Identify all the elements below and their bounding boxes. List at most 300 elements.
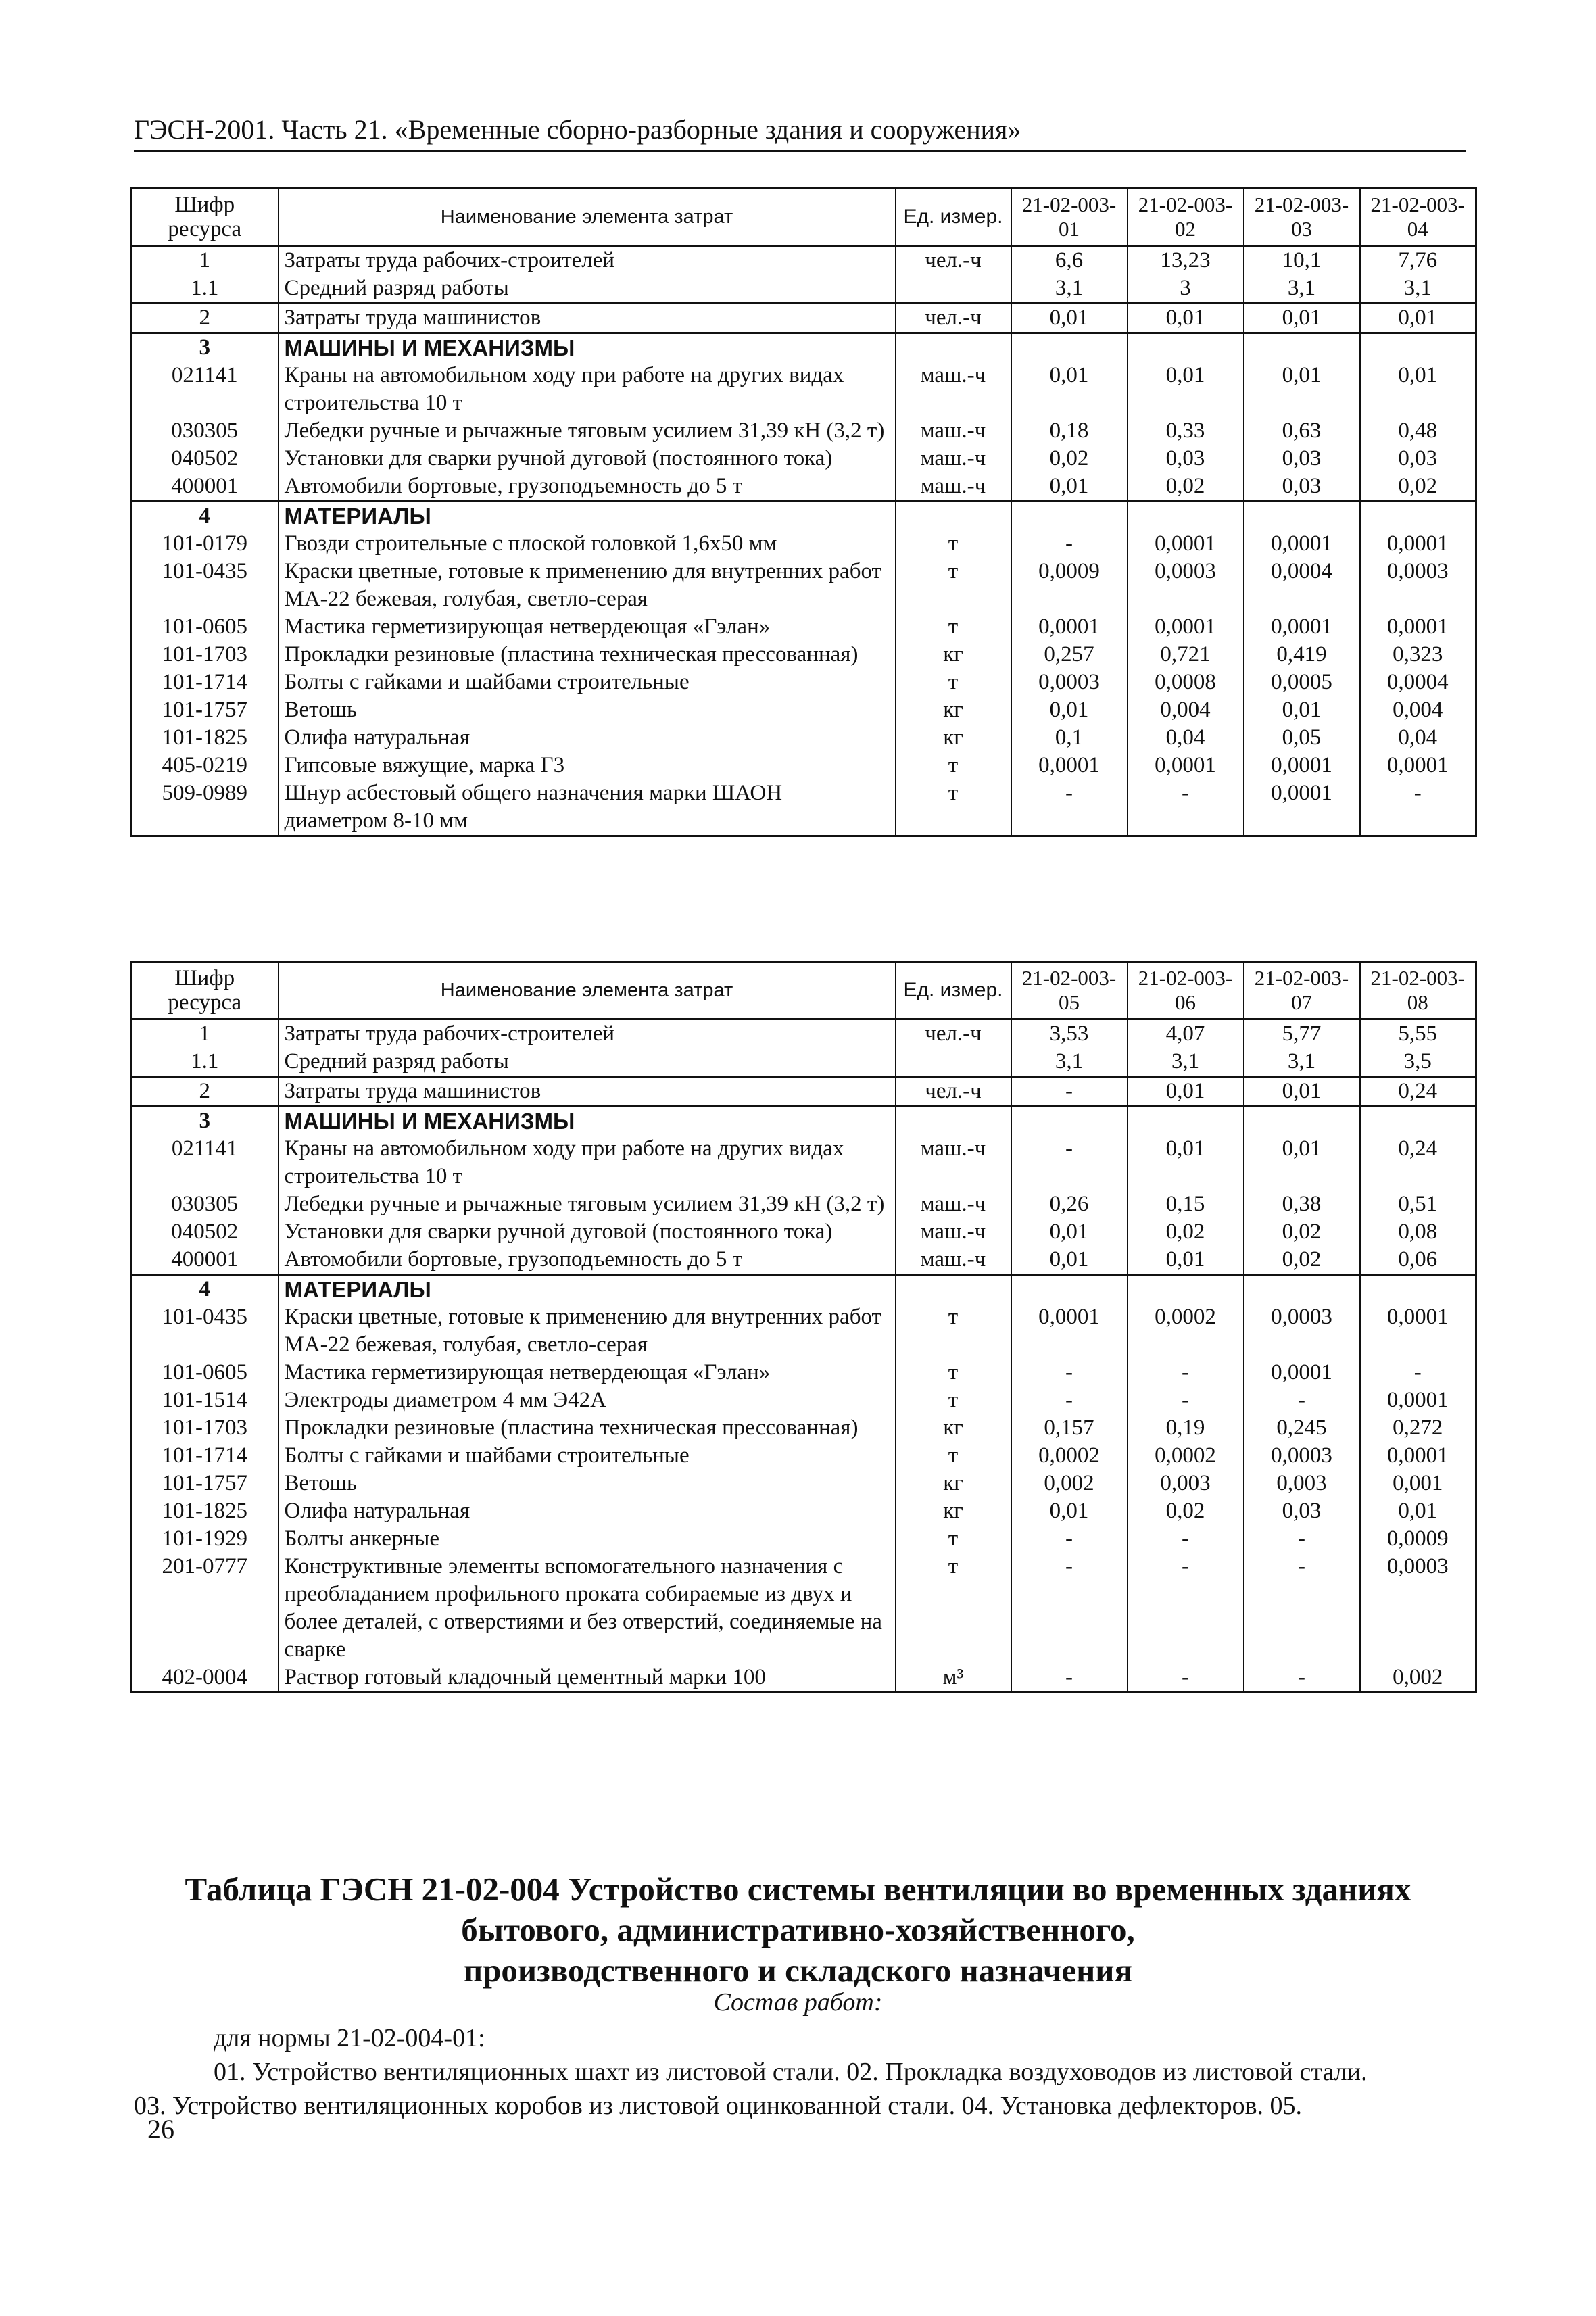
table-row — [131, 417, 1476, 445]
resource-code: 101-1757 — [131, 696, 279, 724]
unit-of-measure: маш.-ч — [896, 1190, 1011, 1218]
norm-value: - — [1128, 1525, 1244, 1553]
norm-value: 0,0001 — [1244, 752, 1360, 779]
norm-value: 0,0002 — [1128, 1442, 1244, 1470]
unit-of-measure — [896, 1048, 1011, 1077]
unit-of-measure: чел.-ч — [896, 246, 1011, 275]
norm-value: 0,0004 — [1360, 669, 1476, 696]
work-description-line: 03. Устройство вентиляционных коробов из листовой оцинкованной стали. 04. Установка дефлекторов. 05. — [134, 2092, 1303, 2120]
norm-value: 0,0001 — [1011, 613, 1128, 641]
resource-code: 101-1714 — [131, 1442, 279, 1470]
column-header-resource: Шифр ресурса — [131, 962, 279, 1019]
norm-value: 0,15 — [1128, 1190, 1244, 1218]
cost-element-name: Средний разряд работы — [279, 1048, 896, 1077]
cost-element-name: Краски цветные, готовые к применению для внутренних работ МА-22 бежевая, голубая, светло-серая — [279, 558, 896, 613]
cost-element-name: МАШИНЫ И МЕХАНИЗМЫ — [279, 333, 896, 362]
cost-element-name: МАТЕРИАЛЫ — [279, 502, 896, 531]
norm-value: 0,02 — [1128, 473, 1244, 502]
cost-element-name: Олифа натуральная — [279, 1497, 896, 1525]
norm-value: - — [1011, 1386, 1128, 1414]
norm-value — [1244, 502, 1360, 531]
cost-element-name: Прокладки резиновые (пластина техническая прессованная) — [279, 1414, 896, 1442]
table-row — [131, 1246, 1476, 1275]
norm-value: 0,0001 — [1360, 1303, 1476, 1359]
norm-value: 0,08 — [1360, 1218, 1476, 1246]
norm-value: 0,0003 — [1360, 1553, 1476, 1664]
column-header-code: 21-02-003-03 — [1244, 189, 1360, 246]
norm-value: 0,0003 — [1360, 558, 1476, 613]
norm-value — [1128, 1107, 1244, 1136]
norm-value: 0,01 — [1128, 1135, 1244, 1190]
unit-of-measure: чел.-ч — [896, 1077, 1011, 1107]
norm-value: - — [1128, 1386, 1244, 1414]
norm-value: - — [1128, 779, 1244, 836]
norm-value: 0,02 — [1244, 1246, 1360, 1275]
norm-value: 0,01 — [1011, 1218, 1128, 1246]
norm-value: 0,06 — [1360, 1246, 1476, 1275]
unit-of-measure: маш.-ч — [896, 417, 1011, 445]
norm-value: 0,0009 — [1360, 1525, 1476, 1553]
norm-value: 0,48 — [1360, 417, 1476, 445]
table-row — [131, 724, 1476, 752]
cost-element-name: Краски цветные, готовые к применению для внутренних работ МА-22 бежевая, голубая, светло-серая — [279, 1303, 896, 1359]
resource-code: 3 — [131, 333, 279, 362]
norm-value: 3,1 — [1360, 274, 1476, 304]
norm-value: 0,0001 — [1128, 530, 1244, 558]
norm-value: 0,0003 — [1244, 1303, 1360, 1359]
norm-label: для нормы 21-02-004-01: — [214, 2024, 485, 2052]
unit-of-measure: т — [896, 613, 1011, 641]
cost-element-name: Мастика герметизирующая нетвердеющая «Гэлан» — [279, 1359, 896, 1386]
table-row — [131, 752, 1476, 779]
resource-code: 101-0435 — [131, 1303, 279, 1359]
table-row — [131, 669, 1476, 696]
unit-of-measure: т — [896, 1525, 1011, 1553]
norm-value: 0,0001 — [1244, 530, 1360, 558]
column-header-name: Наименование элемента затрат — [279, 189, 896, 246]
norm-value: 0,01 — [1011, 1246, 1128, 1275]
cost-element-name: Краны на автомобильном ходу при работе на других видах строительства 10 т — [279, 362, 896, 417]
table-row — [131, 445, 1476, 473]
unit-of-measure: т — [896, 779, 1011, 836]
norm-value: 0,0001 — [1128, 752, 1244, 779]
resource-code: 030305 — [131, 417, 279, 445]
section-row — [131, 1107, 1476, 1136]
norm-value: 0,19 — [1128, 1414, 1244, 1442]
norm-value: 0,01 — [1244, 696, 1360, 724]
norm-value: 0,002 — [1011, 1470, 1128, 1497]
norm-value: 0,01 — [1011, 473, 1128, 502]
resource-code: 1.1 — [131, 1048, 279, 1077]
norm-value: 0,01 — [1360, 362, 1476, 417]
table-row — [131, 274, 1476, 304]
unit-of-measure: т — [896, 1303, 1011, 1359]
resource-code: 101-0435 — [131, 558, 279, 613]
norm-value: 0,272 — [1360, 1414, 1476, 1442]
norm-value — [1360, 1275, 1476, 1304]
norm-value: 0,257 — [1011, 641, 1128, 669]
norm-value: 0,51 — [1360, 1190, 1476, 1218]
cost-element-name: Установки для сварки ручной дуговой (постоянного тока) — [279, 1218, 896, 1246]
resource-code: 4 — [131, 1275, 279, 1304]
norm-value: 0,01 — [1128, 304, 1244, 333]
norm-value: 3,1 — [1244, 274, 1360, 304]
norm-value — [1360, 502, 1476, 531]
norm-value: 0,01 — [1011, 696, 1128, 724]
table-row — [131, 1525, 1476, 1553]
norm-value — [1011, 333, 1128, 362]
norm-value — [1011, 1107, 1128, 1136]
cost-element-name: Олифа натуральная — [279, 724, 896, 752]
work-composition-heading: Состав работ: — [713, 1988, 883, 2017]
section-row — [131, 333, 1476, 362]
norm-value: - — [1011, 779, 1128, 836]
cost-element-name: Шнур асбестовый общего назначения марки ШАОН диаметром 8-10 мм — [279, 779, 896, 836]
norm-value: 0,1 — [1011, 724, 1128, 752]
norm-value: 0,01 — [1011, 304, 1128, 333]
cost-element-name: Гвозди строительные с плоской головкой 1,6х50 мм — [279, 530, 896, 558]
norm-value: 3,1 — [1128, 1048, 1244, 1077]
page-number: 26 — [147, 2114, 174, 2144]
resource-code: 101-1825 — [131, 1497, 279, 1525]
norm-value: 0,01 — [1244, 362, 1360, 417]
norm-value: 0,24 — [1360, 1077, 1476, 1107]
cost-element-name: Ветошь — [279, 696, 896, 724]
resource-code: 4 — [131, 502, 279, 531]
resource-code: 030305 — [131, 1190, 279, 1218]
norm-value: - — [1011, 1664, 1128, 1693]
norm-value: 7,76 — [1360, 246, 1476, 275]
section-row — [131, 1275, 1476, 1304]
norm-value: 10,1 — [1244, 246, 1360, 275]
norm-value: 5,77 — [1244, 1019, 1360, 1048]
cost-element-name: Мастика герметизирующая нетвердеющая «Гэлан» — [279, 613, 896, 641]
table-row — [131, 473, 1476, 502]
resource-table-2 — [130, 961, 1477, 1693]
cost-element-name: Краны на автомобильном ходу при работе на других видах строительства 10 т — [279, 1135, 896, 1190]
unit-of-measure: чел.-ч — [896, 304, 1011, 333]
norm-value: 0,26 — [1011, 1190, 1128, 1218]
norm-value — [1360, 333, 1476, 362]
norm-value: 0,01 — [1244, 304, 1360, 333]
resource-code: 1 — [131, 246, 279, 275]
norm-value: 0,03 — [1128, 445, 1244, 473]
cost-element-name: Прокладки резиновые (пластина техническая прессованная) — [279, 641, 896, 669]
unit-of-measure: т — [896, 669, 1011, 696]
column-header-code: 21-02-003-04 — [1360, 189, 1476, 246]
cost-element-name: Гипсовые вяжущие, марка Г3 — [279, 752, 896, 779]
norm-value: - — [1244, 1664, 1360, 1693]
cost-element-name: Болты анкерные — [279, 1525, 896, 1553]
norm-value: - — [1011, 1553, 1128, 1664]
unit-of-measure: т — [896, 1553, 1011, 1664]
norm-value: 3,1 — [1244, 1048, 1360, 1077]
column-header-name: Наименование элемента затрат — [279, 962, 896, 1019]
unit-of-measure — [896, 333, 1011, 362]
cost-element-name: МАШИНЫ И МЕХАНИЗМЫ — [279, 1107, 896, 1136]
unit-of-measure — [896, 274, 1011, 304]
norm-value — [1244, 333, 1360, 362]
resource-code: 101-1703 — [131, 1414, 279, 1442]
resource-code: 101-1929 — [131, 1525, 279, 1553]
norm-value: 0,18 — [1011, 417, 1128, 445]
page-header: ГЭСН-2001. Часть 21. «Временные сборно-разборные здания и сооружения» — [134, 114, 1466, 152]
table-row — [131, 558, 1476, 613]
resource-code: 101-1757 — [131, 1470, 279, 1497]
unit-of-measure: чел.-ч — [896, 1019, 1011, 1048]
norm-value: 0,0001 — [1244, 1359, 1360, 1386]
norm-value: - — [1244, 1525, 1360, 1553]
norm-value: - — [1011, 1077, 1128, 1107]
norm-value: 0,01 — [1244, 1077, 1360, 1107]
norm-value: 0,0003 — [1011, 669, 1128, 696]
resource-code: 1 — [131, 1019, 279, 1048]
table-row — [131, 246, 1476, 275]
unit-of-measure — [896, 1275, 1011, 1304]
norm-value: 0,0001 — [1360, 1442, 1476, 1470]
column-header-code: 21-02-003-06 — [1128, 962, 1244, 1019]
resource-code: 040502 — [131, 445, 279, 473]
unit-of-measure: кг — [896, 724, 1011, 752]
norm-value: 0,02 — [1128, 1497, 1244, 1525]
table-row — [131, 1303, 1476, 1359]
norm-value: - — [1128, 1553, 1244, 1664]
column-header-code: 21-02-003-01 — [1011, 189, 1128, 246]
table-row — [131, 1190, 1476, 1218]
norm-value: 3,1 — [1011, 1048, 1128, 1077]
unit-of-measure: кг — [896, 696, 1011, 724]
norm-value — [1128, 1275, 1244, 1304]
norm-value: 0,0002 — [1128, 1303, 1244, 1359]
norm-value: - — [1128, 1359, 1244, 1386]
column-header-resource: Шифр ресурса — [131, 189, 279, 246]
cost-element-name: Затраты труда машинистов — [279, 1077, 896, 1107]
unit-of-measure: маш.-ч — [896, 473, 1011, 502]
table-row — [131, 1077, 1476, 1107]
unit-of-measure — [896, 1107, 1011, 1136]
unit-of-measure: маш.-ч — [896, 1246, 1011, 1275]
unit-of-measure: т — [896, 1442, 1011, 1470]
norm-value: 0,03 — [1244, 445, 1360, 473]
cost-element-name: Болты с гайками и шайбами строительные — [279, 1442, 896, 1470]
resource-code: 101-0179 — [131, 530, 279, 558]
table-row — [131, 362, 1476, 417]
norm-value — [1011, 502, 1128, 531]
norm-value: 0,001 — [1360, 1470, 1476, 1497]
table-row — [131, 613, 1476, 641]
unit-of-measure: маш.-ч — [896, 445, 1011, 473]
norm-value: 0,63 — [1244, 417, 1360, 445]
table-row — [131, 304, 1476, 333]
section-title-line: бытового, административно-хозяйственного, — [461, 1911, 1135, 1948]
norm-value: 0,01 — [1011, 362, 1128, 417]
norm-value: 0,01 — [1128, 362, 1244, 417]
norm-value: 0,0001 — [1244, 613, 1360, 641]
cost-element-name: Ветошь — [279, 1470, 896, 1497]
norm-value: 0,0002 — [1011, 1442, 1128, 1470]
table-row — [131, 1664, 1476, 1693]
cost-element-name: Автомобили бортовые, грузоподъемность до 5 т — [279, 1246, 896, 1275]
unit-of-measure: т — [896, 530, 1011, 558]
norm-value: 0,0009 — [1011, 558, 1128, 613]
norm-value: 0,33 — [1128, 417, 1244, 445]
table-row — [131, 1135, 1476, 1190]
norm-value: - — [1011, 1135, 1128, 1190]
norm-value: 0,0003 — [1244, 1442, 1360, 1470]
unit-of-measure: кг — [896, 641, 1011, 669]
table-row — [131, 1442, 1476, 1470]
resource-code: 101-1825 — [131, 724, 279, 752]
norm-value — [1360, 1107, 1476, 1136]
norm-value: 0,0001 — [1011, 752, 1128, 779]
norm-value: 0,01 — [1128, 1077, 1244, 1107]
work-description-line: 01. Устройство вентиляционных шахт из листовой стали. 02. Прокладка воздуховодов из листовой стали. — [214, 2058, 1368, 2086]
table-row — [131, 530, 1476, 558]
norm-value: 0,157 — [1011, 1414, 1128, 1442]
table-row — [131, 1218, 1476, 1246]
unit-of-measure: маш.-ч — [896, 1218, 1011, 1246]
norm-value: 3,53 — [1011, 1019, 1128, 1048]
unit-of-measure: маш.-ч — [896, 1135, 1011, 1190]
norm-value: 0,004 — [1128, 696, 1244, 724]
norm-value: 0,02 — [1360, 473, 1476, 502]
norm-value: 0,05 — [1244, 724, 1360, 752]
cost-element-name: Лебедки ручные и рычажные тяговым усилием 31,39 кН (3,2 т) — [279, 1190, 896, 1218]
column-header-unit: Ед. измер. — [896, 962, 1011, 1019]
cost-element-name: Лебедки ручные и рычажные тяговым усилием 31,39 кН (3,2 т) — [279, 417, 896, 445]
resource-code: 101-1714 — [131, 669, 279, 696]
norm-value: - — [1011, 530, 1128, 558]
resource-code: 1.1 — [131, 274, 279, 304]
norm-value: 0,0001 — [1360, 1386, 1476, 1414]
resource-code: 101-1703 — [131, 641, 279, 669]
unit-of-measure: кг — [896, 1470, 1011, 1497]
norm-value: 0,0001 — [1360, 613, 1476, 641]
resource-code: 2 — [131, 304, 279, 333]
resource-code: 021141 — [131, 362, 279, 417]
section-title-line: производственного и складского назначения — [463, 1952, 1133, 1989]
norm-value: 0,04 — [1128, 724, 1244, 752]
norm-value: 0,002 — [1360, 1664, 1476, 1693]
table-row — [131, 1019, 1476, 1048]
resource-code: 101-0605 — [131, 1359, 279, 1386]
norm-value: 0,004 — [1360, 696, 1476, 724]
norm-value: - — [1360, 779, 1476, 836]
norm-value: - — [1011, 1359, 1128, 1386]
section-row — [131, 502, 1476, 531]
norm-value: 0,38 — [1244, 1190, 1360, 1218]
resource-code: 201-0777 — [131, 1553, 279, 1664]
table-row — [131, 1048, 1476, 1077]
norm-value: 0,003 — [1128, 1470, 1244, 1497]
resource-code: 402-0004 — [131, 1664, 279, 1693]
unit-of-measure: т — [896, 1359, 1011, 1386]
resource-code: 400001 — [131, 473, 279, 502]
norm-value: 0,721 — [1128, 641, 1244, 669]
norm-value: 0,0001 — [1360, 752, 1476, 779]
norm-value: 0,03 — [1244, 1497, 1360, 1525]
norm-value: 0,0004 — [1244, 558, 1360, 613]
resource-table-1 — [130, 187, 1477, 837]
norm-value: 0,419 — [1244, 641, 1360, 669]
norm-value: 13,23 — [1128, 246, 1244, 275]
table-row — [131, 1414, 1476, 1442]
norm-value: 0,0001 — [1360, 530, 1476, 558]
norm-value: - — [1360, 1359, 1476, 1386]
norm-value — [1244, 1107, 1360, 1136]
norm-value: 0,04 — [1360, 724, 1476, 752]
table-row — [131, 641, 1476, 669]
column-header-unit: Ед. измер. — [896, 189, 1011, 246]
norm-value: - — [1011, 1525, 1128, 1553]
norm-value: - — [1128, 1664, 1244, 1693]
norm-value: 0,003 — [1244, 1470, 1360, 1497]
norm-value: 0,02 — [1011, 445, 1128, 473]
norm-value: 0,02 — [1128, 1218, 1244, 1246]
norm-value — [1128, 333, 1244, 362]
norm-value: 0,0001 — [1244, 779, 1360, 836]
resource-code: 040502 — [131, 1218, 279, 1246]
unit-of-measure: м³ — [896, 1664, 1011, 1693]
norm-value: 0,01 — [1128, 1246, 1244, 1275]
cost-element-name: Установки для сварки ручной дуговой (постоянного тока) — [279, 445, 896, 473]
unit-of-measure — [896, 502, 1011, 531]
resource-code: 509-0989 — [131, 779, 279, 836]
unit-of-measure: маш.-ч — [896, 362, 1011, 417]
section-title-line: Таблица ГЭСН 21-02-004 Устройство системы вентиляции во временных зданиях — [185, 1871, 1411, 1908]
column-header-code: 21-02-003-05 — [1011, 962, 1128, 1019]
resource-code: 101-1514 — [131, 1386, 279, 1414]
norm-value: 0,01 — [1011, 1497, 1128, 1525]
cost-element-name: МАТЕРИАЛЫ — [279, 1275, 896, 1304]
cost-element-name: Раствор готовый кладочный цементный марки 100 — [279, 1664, 896, 1693]
norm-value — [1128, 502, 1244, 531]
table-row — [131, 1497, 1476, 1525]
unit-of-measure: т — [896, 558, 1011, 613]
table-row — [131, 1386, 1476, 1414]
norm-value: 6,6 — [1011, 246, 1128, 275]
norm-value: 0,0008 — [1128, 669, 1244, 696]
cost-element-name: Затраты труда рабочих-строителей — [279, 1019, 896, 1048]
table-row — [131, 779, 1476, 836]
unit-of-measure: кг — [896, 1414, 1011, 1442]
cost-element-name: Автомобили бортовые, грузоподъемность до 5 т — [279, 473, 896, 502]
cost-element-name: Средний разряд работы — [279, 274, 896, 304]
cost-element-name: Затраты труда рабочих-строителей — [279, 246, 896, 275]
cost-element-name: Болты с гайками и шайбами строительные — [279, 669, 896, 696]
column-header-code: 21-02-003-02 — [1128, 189, 1244, 246]
norm-value: 4,07 — [1128, 1019, 1244, 1048]
norm-value: 0,0001 — [1011, 1303, 1128, 1359]
table-row — [131, 1470, 1476, 1497]
column-header-code: 21-02-003-08 — [1360, 962, 1476, 1019]
norm-value: 0,0001 — [1128, 613, 1244, 641]
norm-value: 0,0003 — [1128, 558, 1244, 613]
norm-value: 0,323 — [1360, 641, 1476, 669]
norm-value: - — [1244, 1553, 1360, 1664]
norm-value: 0,03 — [1244, 473, 1360, 502]
unit-of-measure: т — [896, 752, 1011, 779]
resource-code: 3 — [131, 1107, 279, 1136]
norm-value — [1011, 1275, 1128, 1304]
norm-value: 3,1 — [1011, 274, 1128, 304]
resource-code: 021141 — [131, 1135, 279, 1190]
norm-value: 0,245 — [1244, 1414, 1360, 1442]
norm-value: 3 — [1128, 274, 1244, 304]
norm-value: 3,5 — [1360, 1048, 1476, 1077]
table-row — [131, 1553, 1476, 1664]
unit-of-measure: т — [896, 1386, 1011, 1414]
